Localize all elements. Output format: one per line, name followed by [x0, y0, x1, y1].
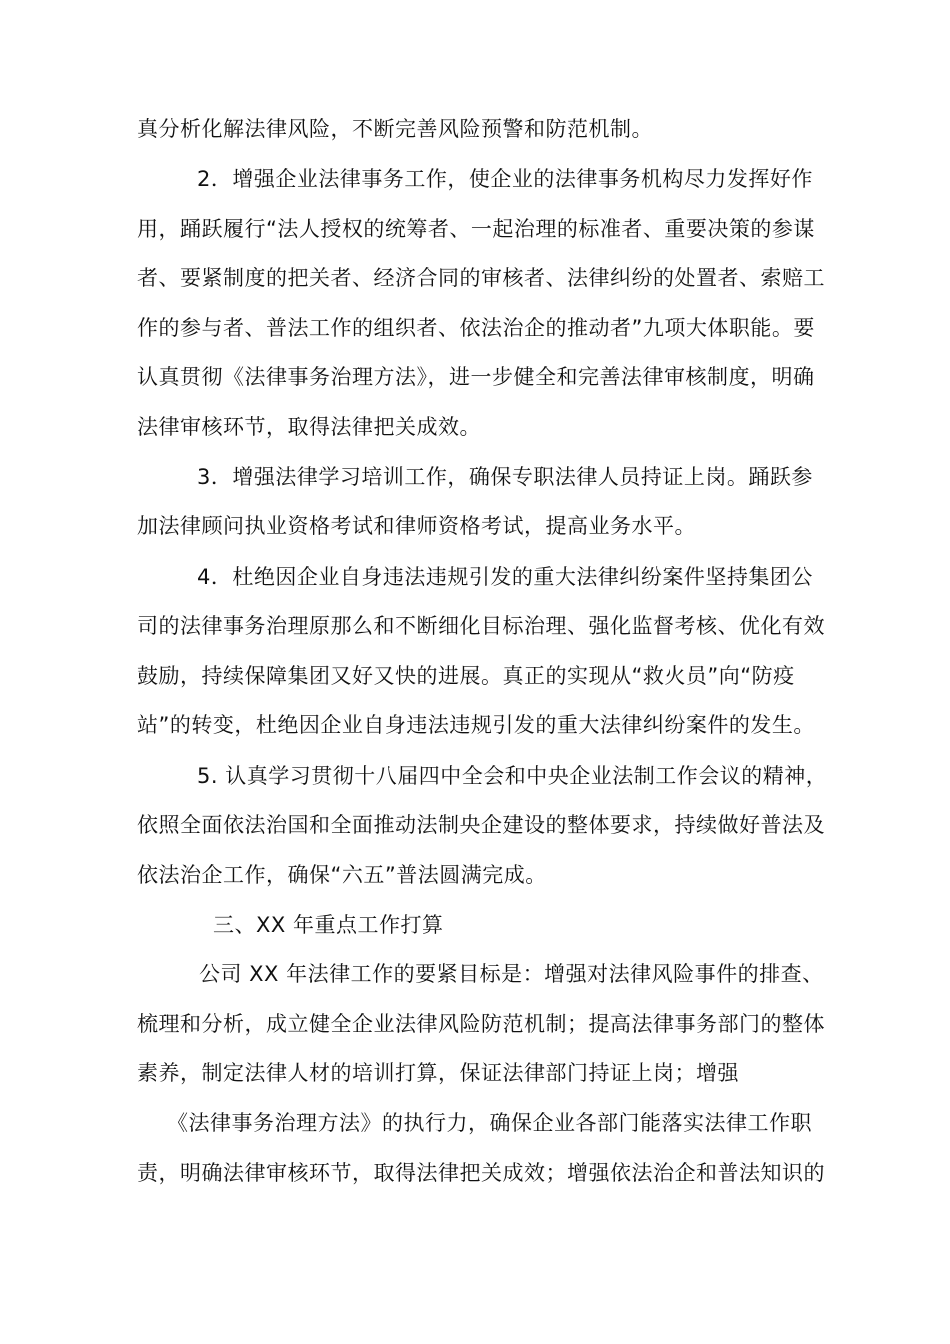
- paragraph-line: 用，踊跃履行“法人授权的统筹者、一起治理的标准者、重要决策的参谋: [137, 217, 815, 241]
- paragraph-line: 梳理和分析，成立健全企业法律风险防范机制；提高法律事务部门的整体: [137, 1012, 825, 1036]
- paragraph-line: 5. 认真学习贯彻十八届四中全会和中央企业法制工作会议的精神，: [197, 764, 828, 788]
- paragraph-line: 4．杜绝因企业自身违法违规引发的重大法律纠纷案件坚持集团公: [197, 565, 813, 589]
- paragraph-line: 司的法律事务治理原那么和不断细化目标治理、强化监督考核、优化有效: [137, 614, 825, 638]
- paragraph-line: 《法律事务治理方法》的执行力，确保企业各部门能落实法律工作职: [167, 1111, 812, 1135]
- paragraph-line: 2．增强企业法律事务工作，使企业的法律事务机构尽力发挥好作: [197, 167, 813, 191]
- paragraph-line: 认真贯彻《法律事务治理方法》，进一步健全和完善法律审核制度，明确: [137, 365, 815, 389]
- paragraph-line: 加法律顾问执业资格考试和律师资格考试，提高业务水平。: [137, 514, 696, 538]
- paragraph-line: 者、要紧制度的把关者、经济合同的审核者、法律纠纷的处置者、索赔工: [137, 266, 825, 290]
- paragraph-line: 3．增强法律学习培训工作，确保专职法律人员持证上岗。踊跃参: [197, 465, 813, 489]
- paragraph-line: 作的参与者、普法工作的组织者、依法治企的推动者”九项大体职能。要: [137, 316, 815, 340]
- paragraph-line: 站”的转变，杜绝因企业自身违法违规引发的重大法律纠纷案件的发生。: [137, 713, 815, 737]
- paragraph-line: 责，明确法律审核环节，取得法律把关成效；增强依法治企和普法知识的: [137, 1161, 825, 1185]
- paragraph-line: 依法治企工作，确保“六五”普法圆满完成。: [137, 863, 547, 887]
- section-heading: 三、XX 年重点工作打算: [213, 913, 444, 937]
- paragraph-line: 公司 XX 年法律工作的要紧目标是：增强对法律风险事件的排查、: [199, 962, 824, 986]
- paragraph-line: 鼓励，持续保障集团又好又快的进展。真正的实现从“救火员”向“防疫: [137, 664, 795, 688]
- paragraph-line: 依照全面依法治国和全面推动法制央企建设的整体要求，持续做好普法及: [137, 813, 825, 837]
- paragraph-line: 法律审核环节，取得法律把关成效。: [137, 415, 481, 439]
- paragraph-line: 真分析化解法律风险，不断完善风险预警和防范机制。: [137, 117, 653, 141]
- paragraph-line: 素养，制定法律人材的培训打算，保证法律部门持证上岗；增强: [137, 1061, 739, 1085]
